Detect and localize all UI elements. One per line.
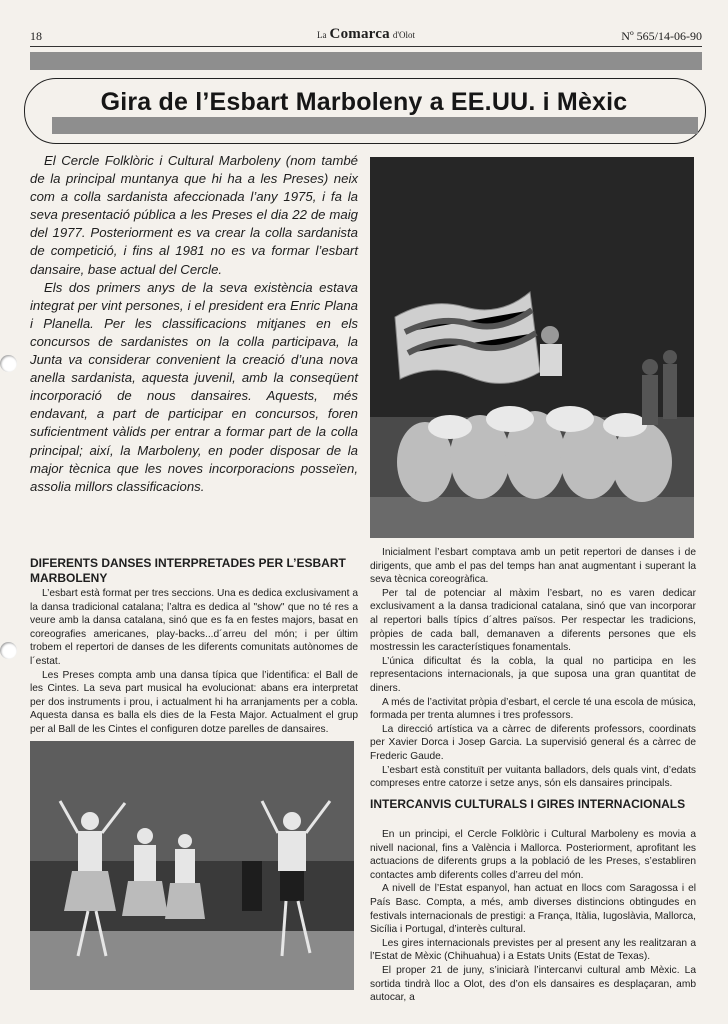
title-grey-band	[52, 117, 698, 134]
photo-dancers-flag-image	[370, 157, 694, 538]
masthead-name: Comarca	[329, 26, 390, 42]
body-paragraph: Per tal de potenciar al màxim l’esbart, no es varen dedicar exclusivament a la dansa tradicional catalana, sinó que van incorporar al repertori balls típics d´altres països. Per respectar les tradicions, pròpies de cada ball, demanaven a diferents persones que els mostressin les característiques fonamentals.	[370, 587, 696, 654]
page-header	[30, 26, 702, 46]
body-paragraph: La direcció artística va a càrrec de diferents professors, coordinats per Xavier Dorca i Josep Garcia. La supervisió general és a càrrec de Frederic Gaude.	[370, 723, 696, 762]
article-lead	[30, 152, 358, 496]
section-heading-intercanvis: INTERCANVIS CULTURALS I GIRES INTERNACIONALS	[370, 797, 686, 811]
photo-dancers-ribbons-image	[30, 741, 354, 990]
punch-hole	[0, 642, 17, 659]
masthead-suffix: d'Olot	[392, 30, 415, 40]
body-paragraph: A més de l’activitat pròpia d’esbart, el cercle té una escola de música, formada per trenta alumnes i tres professors.	[370, 696, 696, 722]
body-paragraph: Les gires internacionals previstes per al present any les realitzaran a l’Estat de Mèxic (Chihuahua) i a Estats Units (Estat de Texas).	[370, 937, 696, 963]
top-grey-band	[30, 52, 702, 70]
body-paragraph: L’esbart està format per tres seccions. Una es dedica exclusivament a la dansa tradicional catalana; l’altra es dedica al "show" que no té res a veure amb la dansa catalana, sinó que es fa en festes majors, basat en coreografies americanes, play-backs...d´arreu del món; i per últim trobem el repertori de danses de les diferents comunitats autònomes de l´estat.	[30, 588, 358, 667]
masthead	[30, 26, 702, 43]
section-intercanvis-body	[370, 828, 696, 1005]
photo-dancers-ribbons	[30, 741, 354, 990]
body-paragraph: L’esbart està constituït per vuitanta balladors, dels quals vint, d’edats compreses entre catorze i setze anys, són els dansaires principals.	[370, 764, 696, 790]
page-number: 18	[30, 29, 42, 43]
photo-dancers-flag	[370, 157, 694, 538]
right-column-body	[370, 546, 696, 791]
body-paragraph: Inicialment l’esbart comptava amb un petit repertori de danses i de dirigents, que amb el pas del temps han anat augmentant i superant la seva tècnica coreogràfica.	[370, 547, 696, 586]
issue-number: Nº 565/14-06-90	[621, 29, 702, 43]
section-danses-body	[30, 587, 358, 737]
body-paragraph: En un principi, el Cercle Folklòric i Cultural Marboleny es movia a nivell nacional, fins a València i Mallorca. Posteriorment, aprofitant les actuacions de diferents grups a la població de les Preses, s’establiren contactes amb diferents colles d’arreu del món.	[370, 829, 696, 881]
body-paragraph: Les Preses compta amb una dansa típica que l’identifica: el Ball de les Cintes. La seva part musical ha evolucionat: abans era interpretat per dos instruments i prou, i actualment hi ha arranjaments per a cobla. Aquesta dansa es balla els dies de la Festa Major. Actualment el grup per al Ball de les Cintes el configuren dotze parelles de dansaires.	[30, 669, 358, 735]
body-paragraph: L’única dificultat és la cobla, la qual no participa en les representacions internacionals, ja que suposa una gran quantitat de diners.	[370, 655, 696, 694]
lead-paragraph: Els dos primers anys de la seva existència estava integrat per vint persones, i el president era Enric Plana i Planella. Per les classificacions mitjanes en els concursos de sardanistes on la colla participava, la Junta va considerar convenient la creació d’una nova anella sardanista, aquesta juvenil, amb la conseqüent incorporació de nous dansaires. Aquests, més endavant, a part de participar en concursos, foren suficientment vàlids per entrar a formar part de la colla principal; així, la Marboleny, en poder disposar de la major tècnica que les noves incorporacions posseïen, assolia millors classificacions.	[30, 279, 358, 494]
body-paragraph: A nivell de l’Estat espanyol, han actuat en llocs com Saragossa i el País Basc. Compta, a més, amb diverses distincions obtingudes en festivals internacionals de prestigi: a França, Itàlia, Iugoslàvia, Mallorca, Sicília i Portugal, d’interès cultural.	[370, 883, 696, 936]
punch-hole	[0, 355, 17, 372]
section-heading-danses: DIFERENTS DANSES INTERPRETADES PER L’ESBART MARBOLENY	[30, 556, 346, 585]
header-rule	[30, 46, 702, 47]
masthead-prefix: La	[317, 30, 327, 40]
body-paragraph: El proper 21 de juny, s’iniciarà l’intercanvi cultural amb Mèxic. La sortida tindrà lloc a Olot, des d’on els dansaires es desplaçaran, amb autocar, a	[370, 964, 696, 1004]
article-title: Gira de l’Esbart Marboleny a EE.UU. i Mèxic	[100, 88, 628, 116]
lead-paragraph: El Cercle Folklòric i Cultural Marboleny (nom també de la principal muntanya que hi ha a les Preses) neix com a colla sardanista afeccionada l’any 1975, i fa la seva presentació pública a les Preses el dia 22 de maig del 1977. Posteriorment es va crear la colla sardanista de competició, i fins al 1981 no es va formar l’esbart dansaire, base actual del Cercle.	[30, 153, 358, 277]
